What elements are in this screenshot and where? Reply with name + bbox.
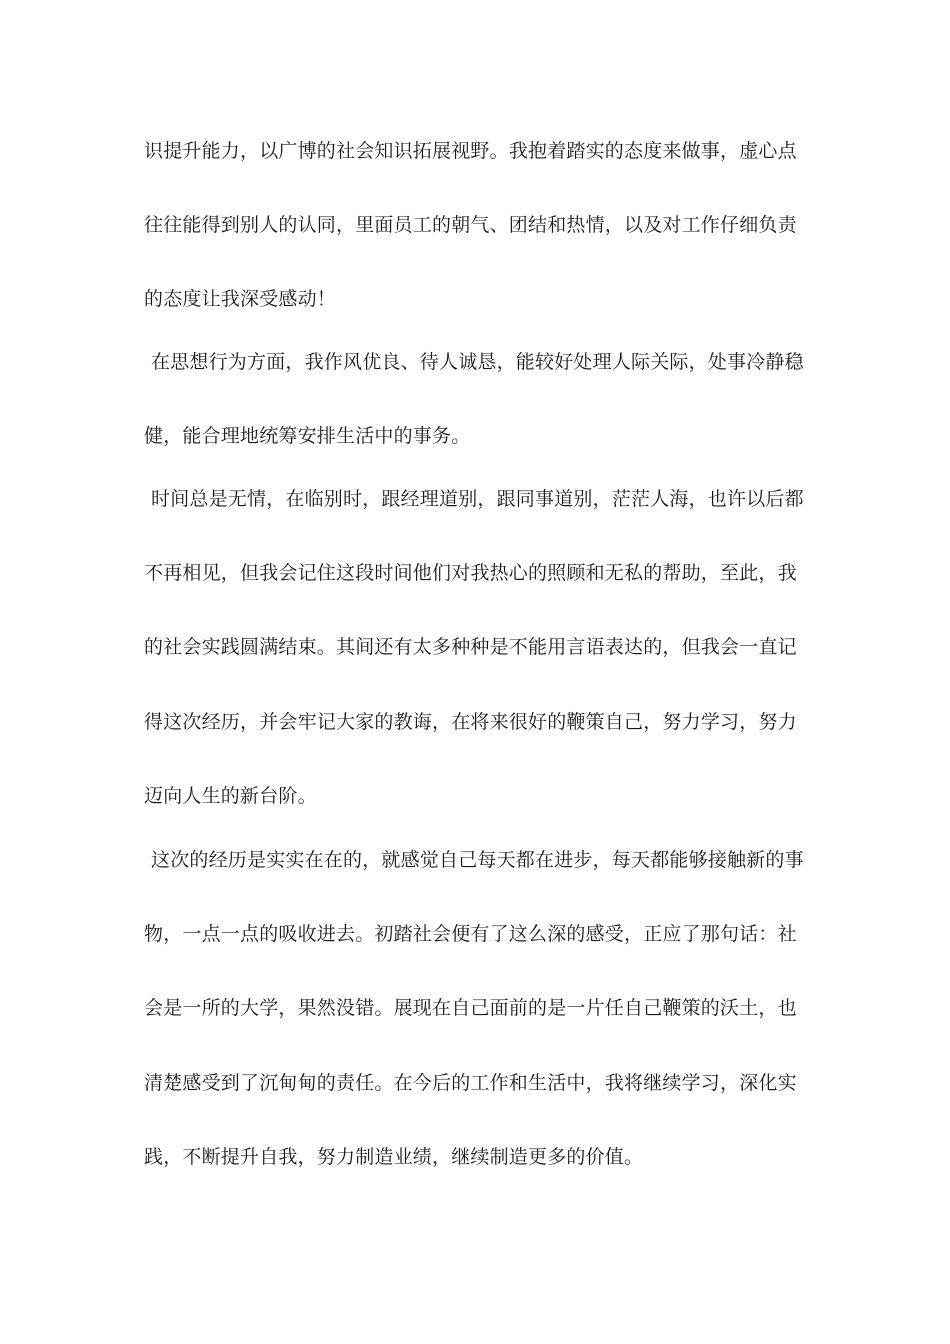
text-line: 物，一点一点的吸收进去。初踏社会便有了这么深的感受，正应了那句话：社: [144, 923, 797, 945]
paragraph-first-line: 这次的经历是实实在在的，就感觉自己每天都在进步，每天都能够接触新的事: [151, 849, 804, 871]
text-line: 不再相见，但我会记住这段时间他们对我热心的照顾和无私的帮助，至此，我: [144, 562, 797, 584]
paragraph-first-line: 在思想行为方面，我作风优良、待人诚恳，能较好处理人际关际，处事冷静稳: [151, 351, 804, 373]
text-line: 往往能得到别人的认同，里面员工的朝气、团结和热情，以及对工作仔细负责: [144, 214, 797, 236]
text-line: 践，不断提升自我，努力制造业绩，继续制造更多的价值。: [144, 1146, 644, 1168]
text-line: 的态度让我深受感动！: [144, 288, 337, 310]
text-line: 迈向人生的新台阶。: [144, 785, 317, 807]
text-line: 得这次经历，并会牢记大家的教诲，在将来很好的鞭策自己，努力学习，努力: [144, 711, 797, 733]
text-line: 会是一所的大学，果然没错。展现在自己面前的是一片任自己鞭策的沃土，也: [144, 997, 797, 1019]
text-line: 健，能合理地统筹安排生活中的事务。: [144, 425, 471, 447]
text-line: 识提升能力，以广博的社会知识拓展视野。我抱着踏实的态度来做事，虚心点: [144, 140, 797, 162]
text-line: 清楚感受到了沉甸甸的责任。在今后的工作和生活中，我将继续学习，深化实: [144, 1072, 797, 1094]
paragraph-first-line: 时间总是无情，在临别时，跟经理道别，跟同事道别，茫茫人海，也许以后都: [151, 488, 804, 510]
text-line: 的社会实践圆满结束。其间还有太多种种是不能用言语表达的，但我会一直记: [144, 636, 797, 658]
